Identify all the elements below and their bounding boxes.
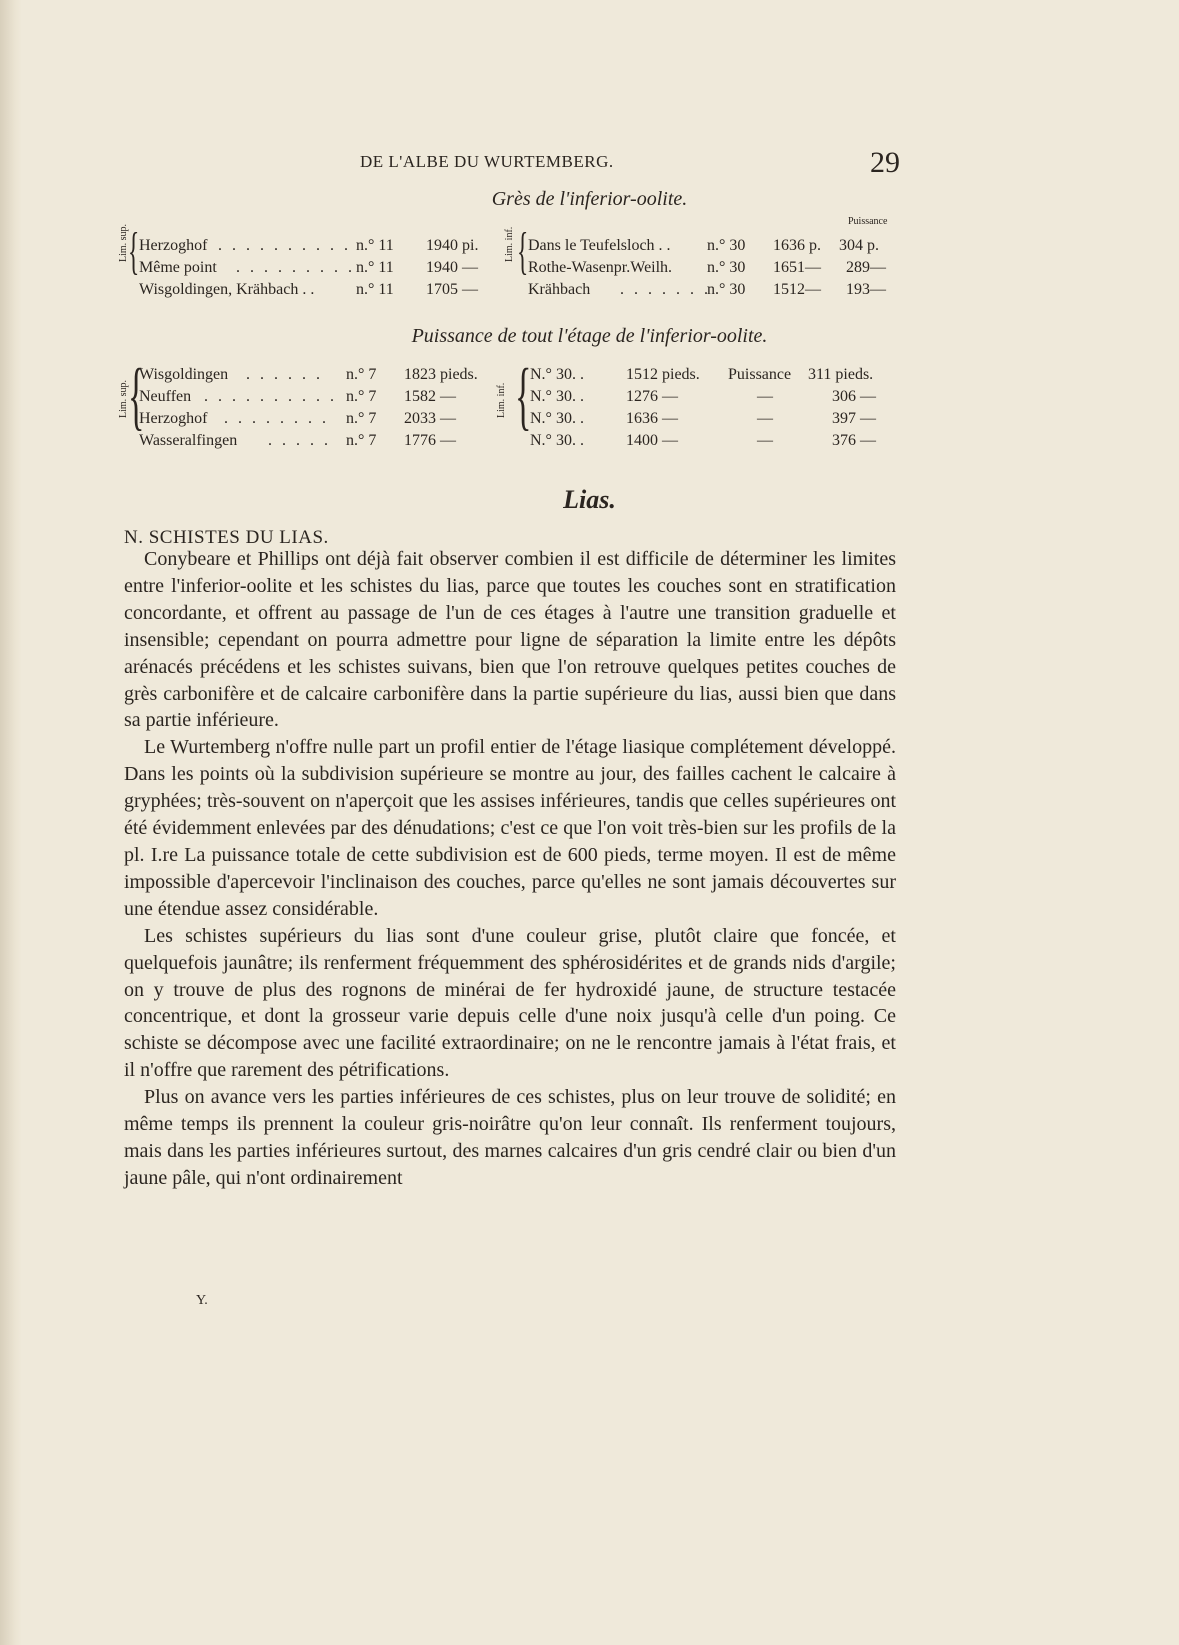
num: n.° 7: [346, 366, 377, 383]
alt: 1776 —: [404, 432, 456, 449]
place: Neuffen: [139, 388, 192, 405]
alt: 1940 —: [426, 259, 478, 276]
running-title: DE L'ALBE DU WURTEMBERG.: [360, 152, 614, 171]
num: n.° 11: [356, 237, 394, 254]
lim-sup-label: Lim. sup.: [118, 379, 129, 418]
paragraph: Le Wurtemberg n'offre nulle part un profil entier de l'étage liasique complétement développé. Dans les points où la subdivision supérieure se montre au jour, des failles cachent le calcaire à gryphées; très-souvent on n'aperçoit que les assises inférieures, tandis que celles supérieures ont été évidemment enlevées par des dénudations; c'est ce que l'on voit très-bien sur les profils de la pl. I.re La puissance totale de cette subdivision est de 600 pieds, terme moyen. Il est de même impossible d'apercevoir l'inclinaison des couches, parce qu'elles ne sont jamais découvertes sur une étendue assez considérable.: [124, 736, 896, 920]
power: 311 pieds.: [808, 366, 874, 383]
place2: Rothe-Wasenpr.Weilh.: [528, 259, 673, 276]
alt: 1582 —: [404, 388, 456, 405]
place2: Dans le Teufelsloch . .: [528, 237, 671, 254]
lim-inf-label: Lim. inf.: [504, 226, 515, 262]
alt2: 1400 —: [626, 432, 678, 449]
body-text: [124, 546, 896, 1192]
paragraph: Conybeare et Phillips ont déjà fait observer combien il est difficile de déterminer les limites entre l'inferior-oolite et les schistes du lias, parce que toutes les couches sont en stratification concordante, et offrent au passage de l'un de ces étages à l'autre une transition graduelle et insensible; cependant on pourra admettre pour ligne de séparation la limite entre les dépôts arénacés précédens et les schistes suivans, bien que l'on retrouve quelques petites couches de grès carbonifère et de calcaire carbonifère dans la partie supérieure du lias, aussi bien que dans sa partie inférieure.: [124, 548, 896, 732]
label: —: [757, 388, 773, 405]
num2: N.° 30. .: [530, 366, 584, 383]
col-header-puissance: Puissance: [848, 216, 888, 227]
paragraph: Plus on avance vers les parties inférieures de ces schistes, plus on leur trouve de solidité; en même temps ils prennent la couleur gris-noirâtre qu'on leur connaît. Ils renferment toujours, mais dans les parties inférieures surtout, des marnes calcaires d'un gris cendré clair ou bien d'un jaune pâle, qui n'ont ordinairement: [124, 1086, 896, 1189]
num2: N.° 30. .: [530, 410, 584, 427]
alt: 1823 pieds.: [404, 366, 478, 383]
alt: 2033 —: [404, 410, 456, 427]
num: n.° 11: [356, 259, 394, 276]
section-title-gres: Grès de l'inferior-oolite.: [491, 188, 688, 210]
num: n.° 7: [346, 432, 377, 449]
num2: N.° 30. .: [530, 388, 584, 405]
place2: Krähbach: [528, 281, 591, 298]
section-heading: N. SCHISTES DU LIAS.: [124, 527, 329, 548]
alt2: 1636 —: [626, 410, 678, 427]
num2: n.° 30: [707, 237, 746, 254]
power: 304 p.: [839, 237, 879, 254]
alt2: 1651—: [773, 259, 821, 276]
power: 289—: [846, 259, 886, 276]
page-number: 29: [870, 146, 900, 179]
signature-mark: Y.: [196, 1293, 208, 1308]
power: 376 —: [832, 432, 876, 449]
place: Wisgoldingen: [139, 366, 229, 383]
leader-dots: . . . . . .: [246, 366, 323, 383]
leader-dots: . . . . . . . . .: [236, 259, 355, 276]
power: 397 —: [832, 410, 876, 427]
section-title-puissance: Puissance de tout l'étage de l'inferior-oolite.: [411, 325, 768, 347]
place: Même point: [139, 259, 217, 276]
place: Wasseralfingen: [139, 432, 238, 449]
left-brace: {: [128, 223, 140, 280]
num: n.° 7: [346, 388, 377, 405]
leader-dots: . . . . .: [268, 432, 331, 449]
page-binding-edge: [0, 0, 22, 1645]
left-brace: {: [128, 354, 145, 438]
right-brace: {: [515, 354, 532, 438]
paragraph: Les schistes supérieurs du lias sont d'une couleur grise, plutôt claire que foncée, et quelquefois jaunâtre; ils renferment fréquemment des sphérosidérites et de grands nids d'argile; on y trouve de plus des rognons de minérai de fer hydroxidé jaune, de structure testacée concentrique, et dont la grosseur varie depuis celle d'une noix jusqu'à celle d'un poing. Ce schiste se décompose avec une facilité extraordinaire; on ne le rencontre jamais à l'état frais, et il n'offre que rarement des pétrifications.: [124, 924, 896, 1082]
lias-title: Lias.: [563, 485, 616, 514]
place: Herzoghof: [139, 237, 208, 254]
num: n.° 7: [346, 410, 377, 427]
label: —: [757, 432, 773, 449]
alt2: 1512 pieds.: [626, 366, 700, 383]
right-brace: {: [517, 223, 529, 280]
alt2: 1512—: [773, 281, 821, 298]
leader-dots: . . . . . . . .: [224, 410, 329, 427]
label: —: [757, 410, 773, 427]
num: n.° 11: [356, 281, 394, 298]
alt2: 1636 p.: [773, 237, 821, 254]
lim-sup-label: Lim. sup.: [118, 223, 129, 262]
place: Herzoghof: [139, 410, 208, 427]
power: 306 —: [832, 388, 876, 405]
alt: 1940 pi.: [426, 237, 479, 254]
power: 193—: [846, 281, 886, 298]
num2: N.° 30. .: [530, 432, 584, 449]
num2: n.° 30: [707, 259, 746, 276]
lim-inf-label: Lim. inf.: [496, 382, 507, 418]
label: Puissance: [728, 366, 792, 383]
alt2: 1276 —: [626, 388, 678, 405]
leader-dots: . . . . . . . . . .: [218, 237, 351, 254]
leader-dots: . . . . . . .: [620, 281, 711, 298]
leader-dots: . . . . . . . . . .: [204, 388, 337, 405]
place: Wisgoldingen, Krähbach . .: [139, 281, 315, 298]
alt: 1705 —: [426, 281, 478, 298]
num2: n.° 30: [707, 281, 746, 298]
